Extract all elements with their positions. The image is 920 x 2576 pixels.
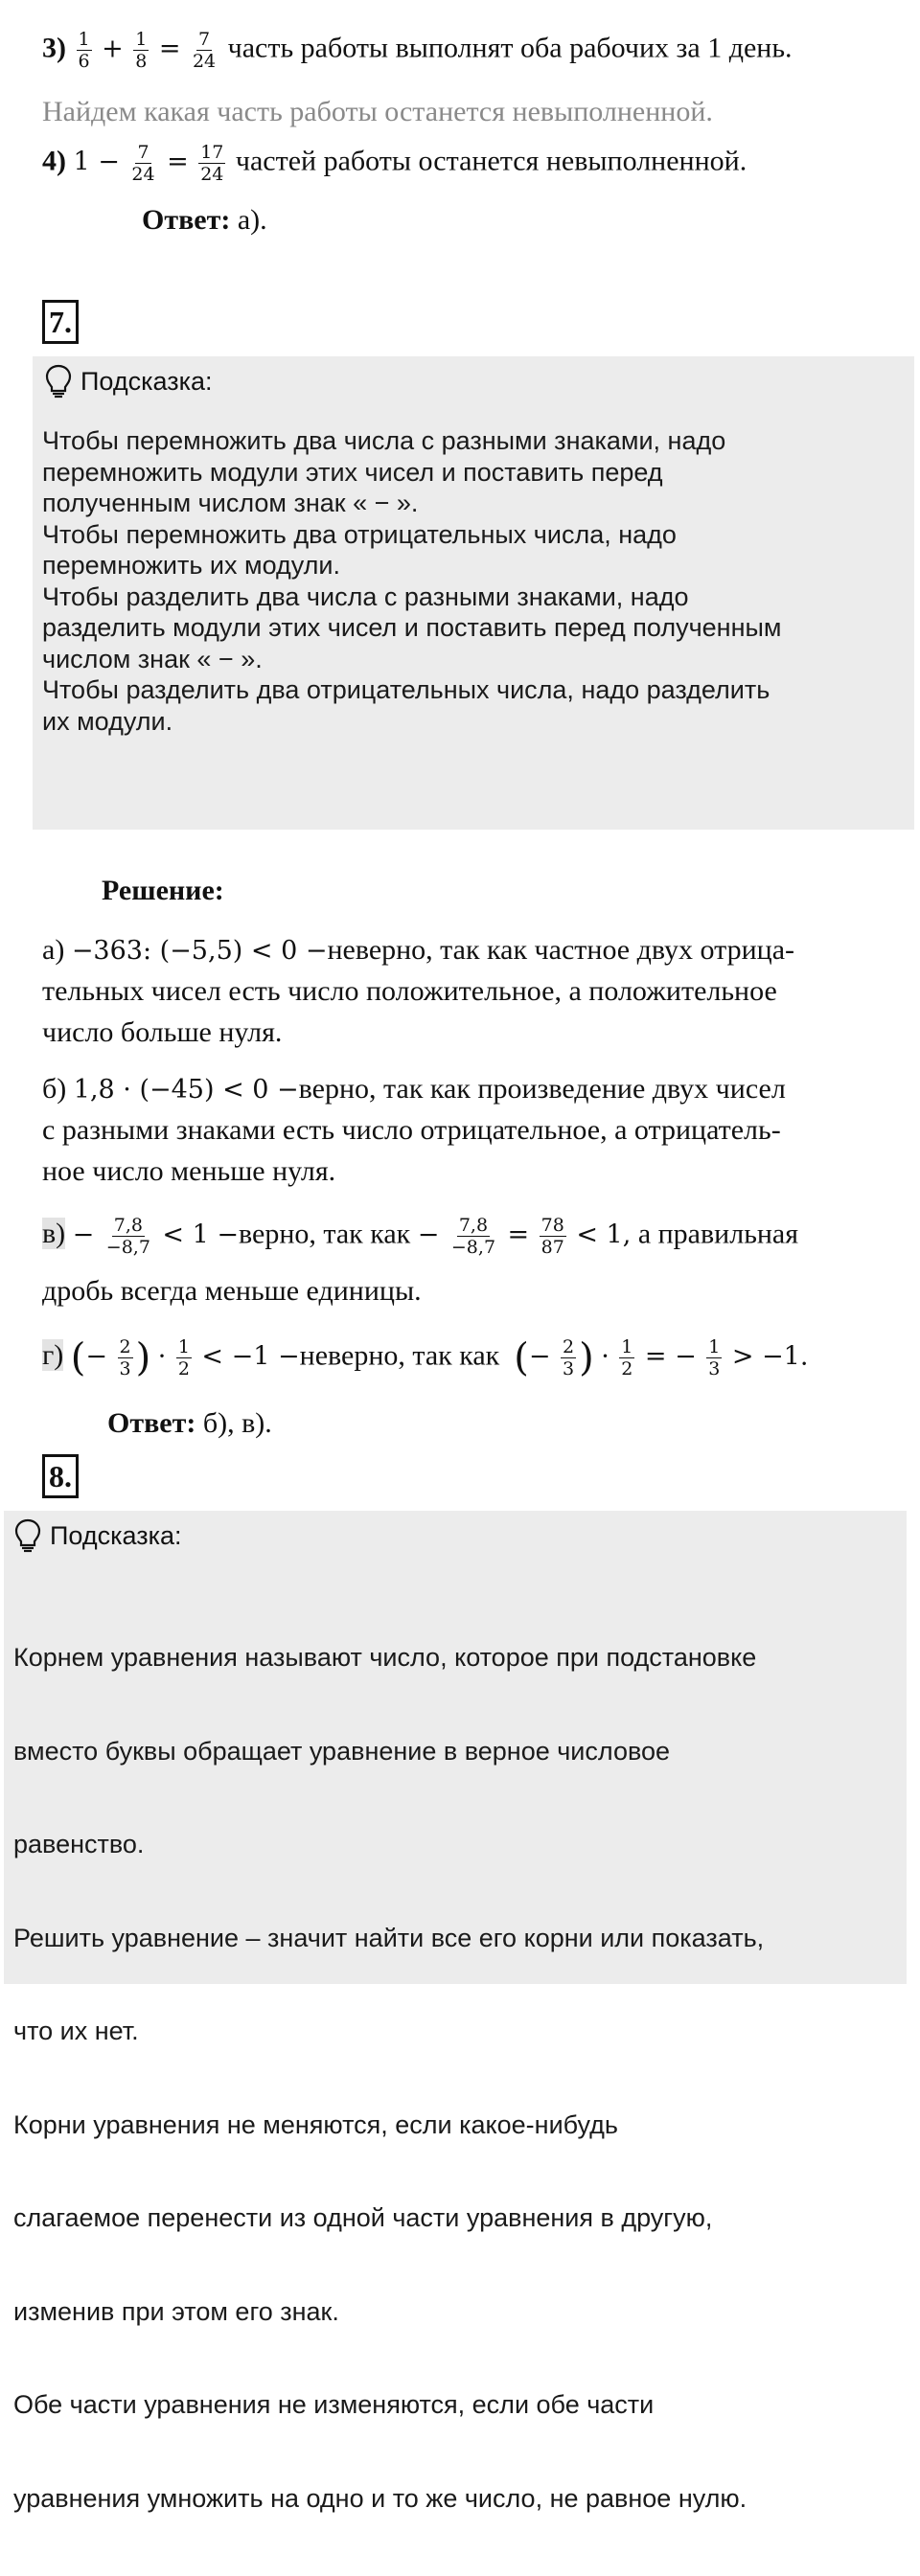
item-label: б): [42, 1073, 67, 1105]
item-v-line-1: [42, 1215, 798, 1258]
hint-line: изменив при этом его знак.: [13, 2296, 339, 2326]
item-label: в): [42, 1218, 66, 1250]
hint-line: Корнем уравнения называют число, которое при подстановке: [13, 1643, 757, 1672]
solution-title: Решение:: [102, 875, 224, 906]
fraction: $\frac{1}{2}$: [621, 1336, 633, 1379]
task-number-8: 8.: [42, 1454, 79, 1498]
task-number-7: 7.: [42, 300, 79, 344]
fraction: $\frac{1}{3}$: [708, 1336, 721, 1379]
paren: ): [135, 1335, 151, 1380]
hint-line: Корни уравнения не меняются, если какое-нибудь: [13, 2109, 618, 2139]
item-text: верно, так как: [239, 1218, 411, 1250]
hint-line: уравнения умножить на одно и то же число, не равное нулю.: [13, 2483, 748, 2513]
item-a-line-3: число больше нуля.: [42, 1016, 283, 1048]
operator: ·: [601, 1341, 610, 1372]
operator: =: [158, 34, 181, 64]
lightbulb-icon: [13, 1518, 42, 1553]
fraction: $\frac{7}{24}$: [192, 29, 217, 72]
item-label: г): [42, 1339, 64, 1372]
operator: ·: [157, 1341, 167, 1372]
operator: +: [102, 34, 124, 64]
item-a-line-1: [42, 931, 794, 970]
hint-line: числом знак « − ».: [42, 644, 263, 673]
operator: = −: [644, 1341, 697, 1372]
item-a-line-2: тельных чисел есть число положительное, а положительное: [42, 975, 777, 1007]
step-4: [42, 142, 747, 185]
hint-line: перемножить модули этих чисел и поставить перед: [42, 457, 663, 487]
answer-value: а).: [237, 204, 267, 236]
operator: −: [85, 1341, 108, 1372]
hint-body: [42, 425, 781, 737]
hint-body: [13, 1580, 764, 2576]
hint-line: Чтобы перемножить два отрицательных числа, надо: [42, 519, 677, 549]
step-text: частей работы останется невыполненной.: [235, 145, 748, 177]
fraction: $\frac{1}{2}$: [177, 1336, 190, 1379]
item-text: неверно, так как: [299, 1339, 500, 1372]
hint-line: полученным числом знак « − ».: [42, 489, 419, 517]
expression: < 1 −: [162, 1220, 240, 1250]
hint-line: перемножить их модули.: [42, 551, 341, 580]
step-3: [42, 29, 793, 72]
fraction: $\frac{17}{24}$: [200, 142, 224, 185]
item-text: верно, так как произведение двух чисел: [298, 1073, 786, 1105]
step-label: 4): [42, 145, 66, 177]
operator: =: [167, 147, 189, 177]
item-text: неверно, так как частное двух отрица-: [327, 934, 795, 966]
fraction: $\frac{7,8}{-8,7}$: [105, 1215, 150, 1258]
hint-line: Чтобы разделить два отрицательных числа, надо разделить: [42, 675, 770, 704]
hint-line: Чтобы перемножить два числа с разными знаками, надо: [42, 426, 726, 455]
hint-line: Обе части уравнения не изменяются, если обе части: [13, 2390, 655, 2419]
fraction: $\frac{2}{3}$: [119, 1336, 131, 1379]
answer-6: [142, 201, 267, 239]
hint-line: их модули.: [42, 706, 173, 736]
item-b-line-2: с разными знаками есть число отрицательное, а отрицатель-: [42, 1114, 781, 1146]
lightbulb-icon: [44, 364, 73, 399]
answer-label: Ответ:: [107, 1407, 196, 1439]
hint-line: вместо буквы обращает уравнение в верное числовое: [13, 1736, 671, 1766]
paren: (: [70, 1335, 86, 1380]
expression: < 1,: [576, 1220, 632, 1250]
hint-title: Подсказка:: [50, 1521, 182, 1550]
fraction: $\frac{2}{3}$: [562, 1336, 575, 1379]
hint-header: [44, 364, 213, 399]
hint-box-8: [4, 1511, 907, 2513]
answer-label: Ответ:: [142, 204, 231, 236]
expression: 1,8 · (−45) < 0 −: [73, 1075, 299, 1105]
hint-line: что их нет.: [13, 2017, 139, 2045]
item-v-line-2: дробь всегда меньше единицы.: [42, 1275, 422, 1307]
answer-7: [107, 1404, 272, 1443]
hint-line: Решить уравнение – значит найти все его корни или показать,: [13, 1923, 765, 1952]
item-text: а правильная: [637, 1218, 799, 1250]
expression: −363: (−5,5) < 0 −: [71, 936, 328, 966]
paren: (: [514, 1335, 529, 1380]
expression: 1 −: [73, 147, 120, 177]
paren: ): [579, 1335, 594, 1380]
fraction: $\frac{1}{8}$: [135, 29, 148, 72]
operator: −: [417, 1220, 440, 1250]
expression: > −1.: [731, 1341, 809, 1372]
operator: =: [507, 1220, 530, 1250]
hint-box-7: [33, 356, 914, 830]
step-label: 3): [42, 32, 66, 64]
item-b-line-3: ное число меньше нуля.: [42, 1155, 336, 1187]
hint-line: Чтобы разделить два числа с разными знаками, надо: [42, 581, 689, 611]
step-text: часть работы выполнят оба рабочих за 1 день.: [227, 32, 793, 64]
fraction: $\frac{7}{24}$: [131, 142, 155, 185]
hint-line: слагаемое перенести из одной части уравнения в другую,: [13, 2203, 713, 2232]
item-g-line-1: [42, 1336, 808, 1379]
note-text: Найдем какая часть работы останется невыполненной.: [42, 96, 713, 127]
hint-line: разделить модули этих чисел и поставить перед полученным: [42, 613, 782, 642]
hint-line: равенство.: [13, 1830, 145, 1858]
item-label: а): [42, 934, 65, 966]
fraction: $\frac{7,8}{-8,7}$: [450, 1215, 496, 1258]
item-b-line-1: [42, 1070, 786, 1109]
fraction: $\frac{1}{6}$: [78, 29, 90, 72]
expression: < −1 −: [201, 1341, 300, 1372]
answer-value: б), в).: [202, 1407, 272, 1439]
operator: −: [528, 1341, 551, 1372]
hint-header: [13, 1518, 182, 1553]
fraction: $\frac{78}{87}$: [540, 1215, 564, 1258]
operator: −: [72, 1220, 95, 1250]
hint-title: Подсказка:: [80, 367, 213, 396]
